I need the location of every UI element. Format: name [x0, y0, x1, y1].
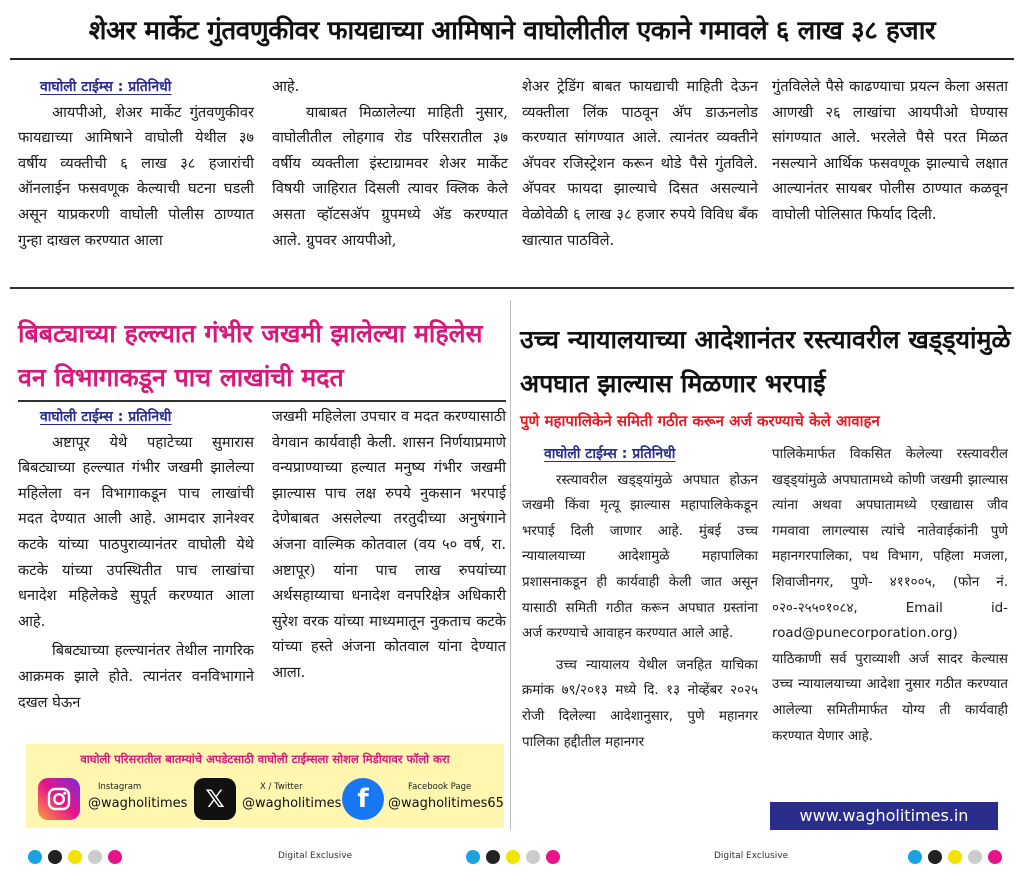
black-dot	[48, 850, 62, 864]
twitter-label: X / Twitter	[260, 782, 303, 792]
magenta-dot	[108, 850, 122, 864]
left-story-text-2: जखमी महिलेला उपचार व मदत करण्यासाठी वेगवान कार्यवाही केली. शासन निर्णयाप्रमाणे वन्यप्राण्याच्या हल्यात मनुष्य गंभीर जखमी झाल्यास पाच लक्ष रुपये नुकसान भरपाई देणेबाबत असलेल्या तरतुदीच्या अनुषंगाने अंजना वाल्मिक कोतवाल (वय ५० वर्ष, रा. अष्टापूर) यांना पाच लाख रुपयांच्या अर्थसहाय्याचा धनादेश वनपरिक्षेत्र अधिकारी सुरेश वरक यांच्या माध्यमातून नुकताच कटके यांच्या हस्ते अंजना कोतवाल यांना देण्यात आला.	[272, 408, 506, 681]
twitter-handle: @wagholitimes	[242, 796, 342, 811]
website-link[interactable]: www.wagholitimes.in	[770, 802, 998, 830]
facebook-label: Facebook Page	[408, 782, 472, 792]
instagram-icon	[38, 778, 80, 820]
instagram-handle: @wagholitimes	[88, 796, 188, 811]
yellow-dot	[506, 850, 520, 864]
instagram-link[interactable]	[38, 778, 188, 822]
section-divider	[10, 287, 1014, 289]
cyan-dot	[28, 850, 42, 864]
digital-exclusive-label-right: Digital Exclusive	[714, 851, 789, 861]
black-dot	[486, 850, 500, 864]
instagram-label: Instagram	[98, 782, 142, 792]
left-story-text-1a: अष्टापूर येथे पहाटेच्या सुमारास बिबट्याच्या हल्ल्यात गंभीर जखमी झालेल्या महिलेला वन विभागाकडून पाच लाखांची मदत देण्यात आली आहे. आमदार ज्ञानेश्वर कटके यांच्या पाठपुराव्यानंतर वाघोली येथे कटके यांच्या उपस्थितीत पाच लाखांचा धनादेश महिलेकडे सुपूर्त करण्यात आला आहे.	[18, 433, 254, 630]
magenta-dot	[546, 850, 560, 864]
top-story-column-4	[772, 74, 1008, 228]
yellow-dot	[948, 850, 962, 864]
top-headline: शेअर मार्केट गुंतवणुकीवर फायद्याच्या आमिषाने वाघोलीतील एकाने गमावले ६ लाख ३८ हजार	[88, 16, 936, 46]
top-story-column-1	[18, 74, 254, 253]
right-story-text-2: पालिकेमार्फत विकसित केलेल्या रस्त्यावरील खड्ड्यांमुळे अपघातामध्ये कोणी जखमी झाल्यास त्यांना अथवा अपघातामध्ये एखाद्यास जीव गमवावा लागल्यास त्यांचे नातेवाईकांनी पुणे महानगरपालिका, पथ विभाग, पहिला मजला, शिवाजीनगर, पुणे- ४११००५, (फोन नं. ०२०-२५५०१०८४, Email id-road@punecorporation.org) याठिकाणी सर्व पुराव्याशी अर्ज सादर केल्यास उच्च न्यायालयाच्या आदेशा नुसार गठीत करण्यात आलेल्या समितीमार्फत योग्य ती कार्यवाही करण्यात येणार आहे.	[772, 447, 1008, 744]
top-story-text-4: गुंतविलेले पैसे काढण्याचा प्रयत्न केला असता आणखी २६ लाखांचा आयपीओ घेण्यास सांगण्यात आले. भरलेले पैसे परत मिळत नसल्याने आर्थिक फसवणूक झाल्याचे लक्षात आल्यानंतर सायबर पोलीस ठाण्यात कळवून वाघोली पोलिसात फिर्याद दिली.	[772, 78, 1008, 223]
grey-dot	[88, 850, 102, 864]
right-story-text-1b: उच्च न्यायालय येथील जनहित याचिका क्रमांक ७९/२०१३ मध्ये दि. १३ नोव्हेंबर २०२५ रोजी दिलेल्या आदेशानुसार, पुणे महानगर पालिका हद्दीतील महानगर	[522, 657, 758, 750]
top-story-text-3: शेअर ट्रेडिंग बाबत फायद्याची माहिती देऊन व्यक्तीला लिंक पाठवून अ‍ॅप डाऊनलोड करण्यात सांगण्यात आले. त्यानंतर व्यक्तीने अ‍ॅपवर रजिस्ट्रेशन करून थोडे पैसे गुंतविले. अ‍ॅपवर फायदा झाल्याचे दिसत असल्याने वेळोवेळी ६ लाख ३८ हजार रुपये विविध बँक खात्यात पाठविले.	[522, 78, 758, 249]
social-title: वाघोली परिसरातील बातम्यांचे अपडेटसाठी वाघोली टाईम्सला सोशल मिडीयावर फॉलो करा	[80, 752, 450, 766]
facebook-icon: f	[342, 778, 384, 820]
right-story-column-2	[772, 442, 1008, 749]
right-story-text-1a: रस्त्यावरील खड्ड्यांमुळे अपघात होऊन जखमी किंवा मृत्यू झाल्यास महापालिकेकडून भरपाई दिली जाणार आहे. मुंबई उच्च न्यायालयाच्या आदेशामुळे महापालिका प्रशासनाकडून ही कार्यवाही केली जात असून यासाठी समिती गठीत करून अपघात ग्रस्तांना अर्ज करण्याचे आवाहन करण्यात आले आहे.	[522, 472, 758, 642]
black-dot	[928, 850, 942, 864]
left-story-column-2	[272, 404, 506, 686]
top-story-text-2a: आहे.	[272, 78, 300, 95]
grey-dot	[526, 850, 540, 864]
left-story-column-1	[18, 404, 254, 715]
pothole-story-subhead: पुणे महापालिकेने समिती गठीत करून अर्ज करण्याचे केले आवाहन	[520, 412, 880, 430]
yellow-dot	[68, 850, 82, 864]
right-byline: वाघोली टाईम्स : प्रतिनिधी	[544, 446, 676, 462]
digital-exclusive-label-left: Digital Exclusive	[278, 851, 353, 861]
left-byline: वाघोली टाईम्स : प्रतिनिधी	[40, 409, 172, 425]
top-story-text-2b: याबाबत मिळालेल्या माहिती नुसार, वाघोलीतील लोहगाव रोड परिसरातील ३७ वर्षीय व्यक्तीला इंस्टाग्रामवर शेअर मार्केट विषयी जाहिरात दिसली त्यावर क्लिक केले असता व्हॉटसअ‍ॅप ग्रुपमध्ये अ‍ॅड करण्यात आले. ग्रुपवर आयपीओ,	[272, 103, 508, 249]
social-follow-box	[26, 744, 504, 828]
top-story-text-1: आयपीओ, शेअर मार्केट गुंतवणुकीवर फायद्याच्या आमिषाने वाघोली येथील ३७ वर्षीय व्यक्तीची ६ लाख ३८ हजारांची ऑनलाईन फसवणूक केल्याची घटना घडली असून याप्रकरणी वाघोली पोलीस ठाण्यात गुन्हा दाखल करण्यात आला	[18, 103, 254, 249]
cyan-dot	[466, 850, 480, 864]
top-story-column-2	[272, 74, 508, 253]
top-byline: वाघोली टाईम्स : प्रतिनिधी	[40, 79, 172, 95]
headline-rule	[10, 58, 1014, 60]
print-color-strip	[0, 840, 1024, 876]
top-story-column-3	[522, 74, 758, 253]
leopard-story-headline: बिबट्याच्या हल्ल्यात गंभीर जखमी झालेल्या महिलेस वन विभागाकडून पाच लाखांची मदत	[18, 319, 483, 392]
x-twitter-icon: 𝕏	[194, 778, 236, 820]
cyan-dot	[908, 850, 922, 864]
facebook-handle: @wagholitimes65	[388, 796, 504, 811]
twitter-link[interactable]	[194, 778, 344, 822]
grey-dot	[968, 850, 982, 864]
pothole-story-headline: उच्च न्यायालयाच्या आदेशानंतर रस्त्यावरील खड्ड्यांमुळे अपघात झाल्यास मिळणार भरपाई	[520, 325, 1011, 398]
right-story-column-1	[522, 442, 758, 755]
column-divider	[510, 300, 511, 830]
facebook-link[interactable]	[342, 778, 502, 822]
magenta-dot	[988, 850, 1002, 864]
left-headline-rule	[18, 400, 506, 402]
left-story-text-1b: बिबट्याच्या हल्ल्यानंतर तेथील नागरिक आक्रमक झाले होते. त्यानंतर वनविभागाने दखल घेऊन	[18, 642, 254, 711]
